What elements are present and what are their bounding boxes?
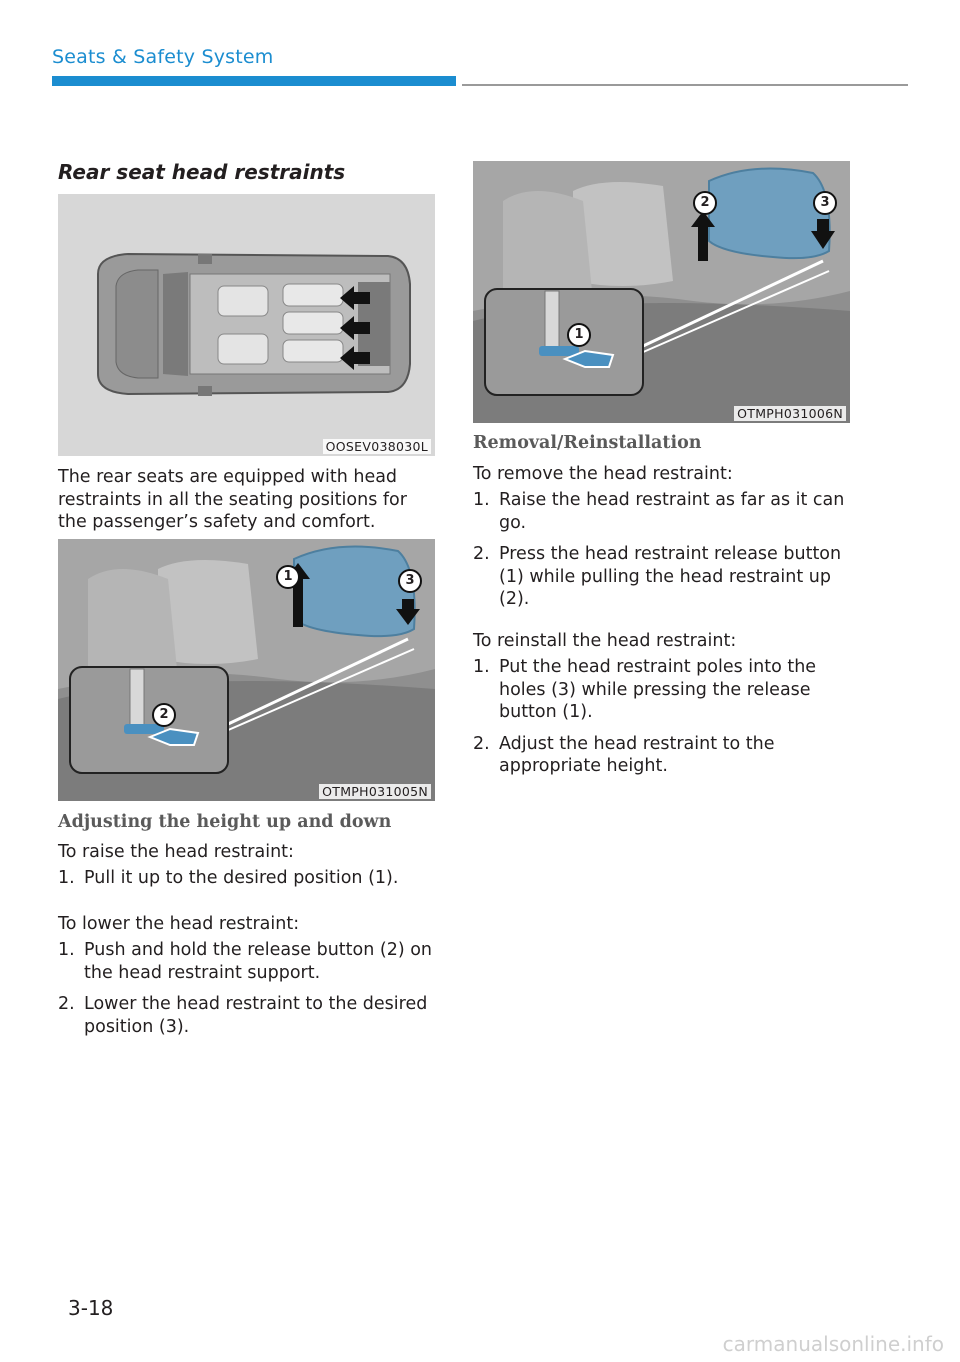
lower-steps-list xyxy=(58,939,436,1047)
page-title: Rear seat head restraints xyxy=(58,160,346,184)
watermark: carmanualsonline.info xyxy=(722,1332,944,1356)
figure-code: OTMPH031005N xyxy=(319,784,431,799)
callout-label-1: 1 xyxy=(567,323,591,347)
remove-steps-list xyxy=(473,489,855,620)
adjust-height-heading: Adjusting the height up and down xyxy=(58,812,392,832)
callout-label-1: 1 xyxy=(276,565,300,589)
list-item: 2. Adjust the head restraint to the appropriate height. xyxy=(473,733,775,776)
raise-steps-list xyxy=(58,867,438,899)
list-item: 2. Press the head restraint release button (1) while pulling the head restraint up (2). xyxy=(473,544,842,609)
list-item: 1. Put the head restraint poles into the holes (3) while pressing the release button (1). xyxy=(473,657,817,722)
page-number: 3-18 xyxy=(68,1296,114,1320)
header-accent-rule xyxy=(52,76,456,86)
raise-intro: To raise the head restraint: xyxy=(58,842,294,862)
section-header: Seats & Safety System xyxy=(52,46,274,68)
lower-intro: To lower the head restraint: xyxy=(58,914,300,934)
list-item: 1. Pull it up to the desired position (1). xyxy=(58,868,399,888)
callout-label-2: 2 xyxy=(152,703,176,727)
car-top-view-figure xyxy=(58,194,435,456)
head-restraint-figure-removal xyxy=(473,161,850,423)
callout-label-2: 2 xyxy=(693,191,717,215)
removal-heading: Removal/Reinstallation xyxy=(473,433,702,453)
callout-label-3: 3 xyxy=(813,191,837,215)
figure-code: OOSEV038030L xyxy=(323,439,431,454)
reinstall-steps-list xyxy=(473,656,855,787)
list-item: 1. Raise the head restraint as far as it can go. xyxy=(473,490,845,533)
callout-label-3: 3 xyxy=(398,569,422,593)
seat-illustration xyxy=(473,161,850,423)
remove-intro: To remove the head restraint: xyxy=(473,464,733,484)
list-item: 1. Push and hold the release button (2) on the head restraint support. xyxy=(58,940,433,983)
reinstall-intro: To reinstall the head restraint: xyxy=(473,631,737,651)
list-item: 2. Lower the head restraint to the desired position (3). xyxy=(58,994,428,1037)
header-divider-rule xyxy=(462,84,908,86)
seat-illustration xyxy=(58,539,435,801)
car-top-view-illustration xyxy=(58,194,435,456)
figure-code: OTMPH031006N xyxy=(734,406,846,421)
head-restraint-figure-raise-lower xyxy=(58,539,435,801)
intro-paragraph: The rear seats are equipped with head restraints in all the seating positions for the passenger’s safety and comfort. xyxy=(58,467,407,532)
